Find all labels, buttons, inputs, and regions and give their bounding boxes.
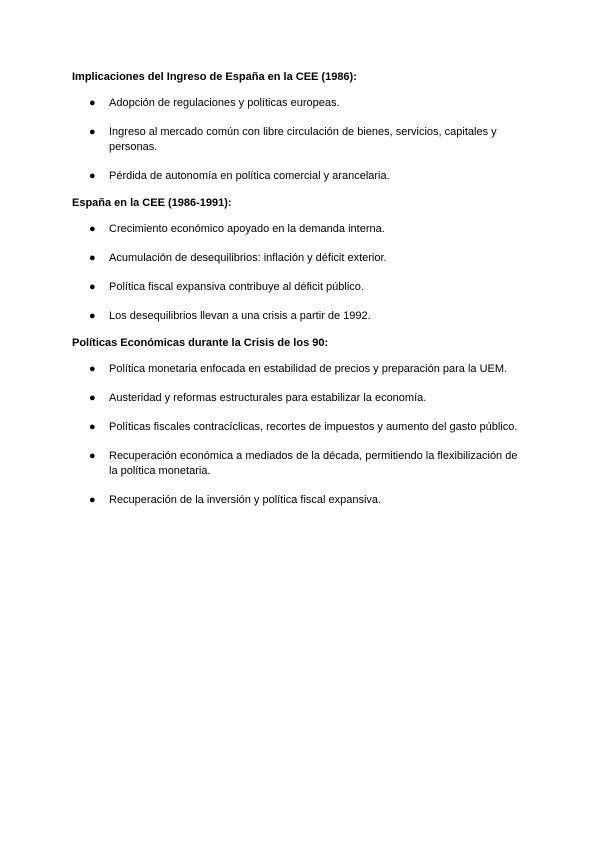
list-item	[72, 309, 520, 324]
bullet-icon: ●	[89, 450, 96, 462]
bullet-icon: ●	[89, 392, 96, 404]
list-item-text: Pérdida de autonomía en política comercial y arancelaria.	[109, 170, 390, 182]
list-item	[72, 420, 520, 435]
list-item-text: Crecimiento económico apoyado en la demanda interna.	[109, 223, 385, 235]
bullet-icon: ●	[89, 97, 96, 109]
bullet-icon: ●	[89, 170, 96, 182]
list-item-text: Acumulación de desequilibrios: inflación y déficit exterior.	[109, 252, 387, 264]
bullet-list	[72, 96, 530, 184]
list-item-text: Recuperación económica a mediados de la década, permitiendo la flexibilización de la política monetaria.	[109, 450, 518, 477]
list-item-text: Políticas fiscales contracíclicas, recortes de impuestos y aumento del gasto público.	[109, 421, 518, 433]
list-item-text: Política fiscal expansiva contribuye al déficit público.	[109, 281, 364, 293]
bullet-icon: ●	[89, 421, 96, 433]
section-espana-cee	[72, 196, 530, 324]
list-item-text: Austeridad y reformas estructurales para estabilizar la economía.	[109, 392, 427, 404]
section-cee-ingreso	[72, 70, 530, 184]
section-heading: Implicaciones del Ingreso de España en la CEE (1986):	[72, 71, 357, 83]
list-item	[72, 493, 520, 508]
bullet-icon: ●	[89, 494, 96, 506]
list-item-text: Política monetaria enfocada en estabilidad de precios y preparación para la UEM.	[109, 363, 508, 375]
list-item-text: Ingreso al mercado común con libre circulación de bienes, servicios, capitales y personas.	[109, 126, 497, 153]
bullet-icon: ●	[89, 363, 96, 375]
list-item	[72, 125, 520, 155]
bullet-list	[72, 222, 530, 324]
section-heading: Políticas Económicas durante la Crisis de los 90:	[72, 337, 329, 349]
section-crisis-90	[72, 336, 530, 508]
bullet-icon: ●	[89, 252, 96, 264]
section-heading: España en la CEE (1986-1991):	[72, 197, 232, 209]
list-item	[72, 391, 520, 406]
list-item	[72, 280, 520, 295]
list-item-text: Recuperación de la inversión y política fiscal expansiva.	[109, 494, 382, 506]
list-item	[72, 251, 520, 266]
list-item	[72, 222, 520, 237]
bullet-icon: ●	[89, 310, 96, 322]
bullet-icon: ●	[89, 223, 96, 235]
list-item-text: Los desequilibrios llevan a una crisis a partir de 1992.	[109, 310, 371, 322]
list-item	[72, 169, 520, 184]
list-item-text: Adopción de regulaciones y políticas europeas.	[109, 97, 340, 109]
bullet-list	[72, 362, 530, 508]
list-item	[72, 96, 520, 111]
bullet-icon: ●	[89, 126, 96, 138]
list-item	[72, 362, 520, 377]
bullet-icon: ●	[89, 281, 96, 293]
list-item	[72, 449, 520, 479]
